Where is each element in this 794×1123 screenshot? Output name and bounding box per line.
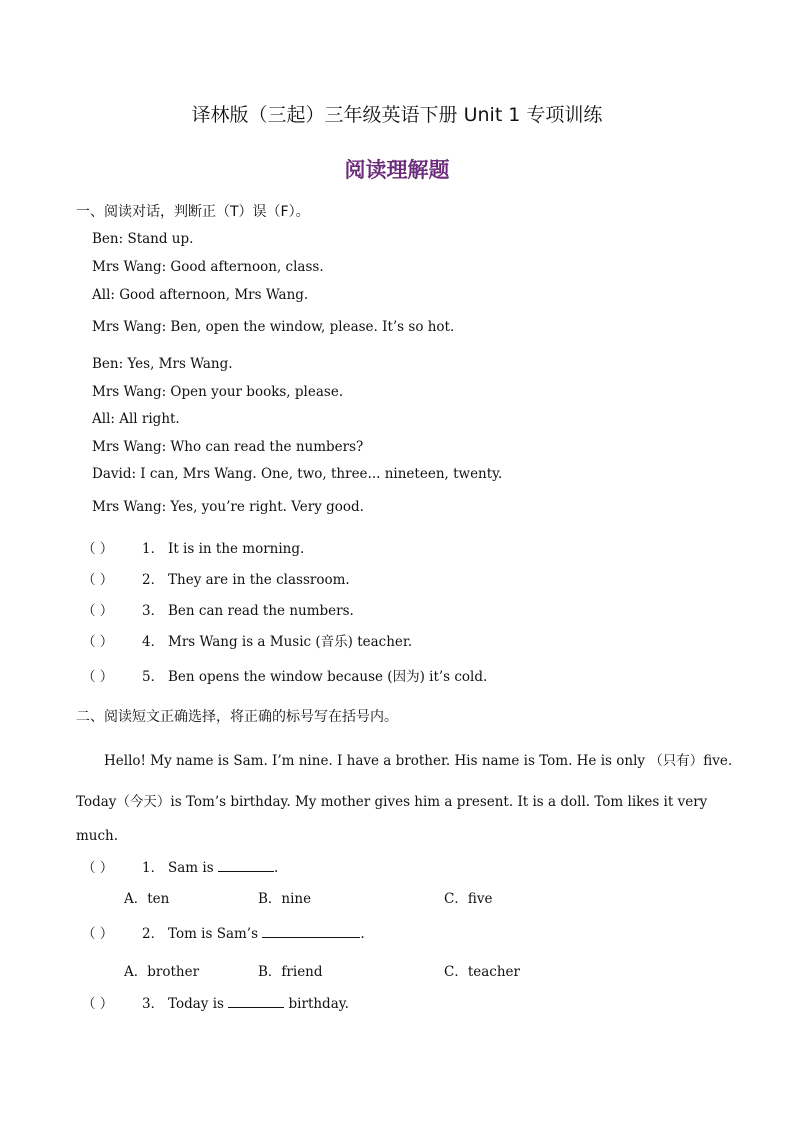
fill-blank[interactable] xyxy=(218,859,274,872)
tf-question-5 xyxy=(82,665,487,685)
dialogue-line: Ben: Yes, Mrs Wang. xyxy=(92,356,233,372)
option-c[interactable]: C．five xyxy=(444,891,493,907)
option-a[interactable]: A．ten xyxy=(124,891,170,907)
question-text: Today is xyxy=(168,996,229,1012)
question-number: 3． xyxy=(142,996,165,1012)
answer-paren[interactable]: （ ） xyxy=(82,541,114,557)
answer-paren[interactable]: （ ） xyxy=(82,926,114,942)
question-text-end: . xyxy=(273,860,279,876)
section2-heading: 二、阅读短文正确选择，将正确的标号写在括号内。 xyxy=(76,709,398,725)
tf-question-2 xyxy=(82,568,350,588)
question-text: Ben opens the window because (因为) it’s cold. xyxy=(168,669,488,685)
answer-paren[interactable]: （ ） xyxy=(82,603,114,619)
dialogue-line: Mrs Wang: Good afternoon, class. xyxy=(92,259,324,275)
question-number: 1． xyxy=(142,541,165,557)
question-number: 2． xyxy=(142,572,165,588)
question-text: It is in the morning. xyxy=(168,541,305,557)
mc-question-3 xyxy=(82,992,349,1012)
dialogue-line: Ben: Stand up. xyxy=(92,231,194,247)
question-text: Tom is Sam’s xyxy=(168,926,263,942)
question-text: Ben can read the numbers. xyxy=(168,603,354,619)
option-b[interactable]: B．friend xyxy=(258,964,323,980)
question-text: Sam is xyxy=(168,860,218,876)
question-number: 4． xyxy=(142,634,165,650)
answer-paren[interactable]: （ ） xyxy=(82,572,114,588)
passage-line: Hello! My name is Sam. I’m nine. I have a brother. His name is Tom. He is only （只有）five. xyxy=(104,753,733,769)
option-b[interactable]: B．nine xyxy=(258,891,312,907)
dialogue-line: Mrs Wang: Ben, open the window, please. It’s so hot. xyxy=(92,319,455,335)
question-text: Mrs Wang is a Music (音乐) teacher. xyxy=(168,634,413,650)
passage-line: much. xyxy=(76,828,119,844)
fill-blank[interactable] xyxy=(228,995,284,1008)
tf-question-4 xyxy=(82,630,412,650)
tf-question-3 xyxy=(82,599,354,619)
dialogue-line: All: All right. xyxy=(92,411,180,427)
question-text-end: birthday. xyxy=(284,996,349,1012)
question-text-end: . xyxy=(360,926,365,942)
question-number: 1． xyxy=(142,860,165,876)
dialogue-line: Mrs Wang: Who can read the numbers? xyxy=(92,439,364,455)
passage-line: Today（今天）is Tom’s birthday. My mother gives him a present. It is a doll. Tom likes it very xyxy=(76,794,708,810)
tf-question-1 xyxy=(82,537,304,557)
dialogue-line: David: I can, Mrs Wang. One, two, three... nineteen, twenty. xyxy=(92,466,503,482)
answer-paren[interactable]: （ ） xyxy=(82,860,114,876)
question-number: 3． xyxy=(142,603,165,619)
dialogue-line: All: Good afternoon, Mrs Wang. xyxy=(92,287,309,303)
option-a[interactable]: A．brother xyxy=(124,964,200,980)
option-c[interactable]: C．teacher xyxy=(444,964,520,980)
answer-paren[interactable]: （ ） xyxy=(82,669,114,685)
dialogue-line: Mrs Wang: Open your books, please. xyxy=(92,384,344,400)
question-number: 2． xyxy=(142,926,165,942)
answer-paren[interactable]: （ ） xyxy=(82,996,114,1012)
mc-question-2 xyxy=(82,922,365,942)
mc-question-1 xyxy=(82,856,278,876)
page-title: 译林版（三起）三年级英语下册 Unit 1 专项训练 xyxy=(191,104,603,126)
page-subtitle: 阅读理解题 xyxy=(344,158,450,182)
dialogue-line: Mrs Wang: Yes, you’re right. Very good. xyxy=(92,499,364,515)
section1-heading: 一、阅读对话，判断正（T）误（F）。 xyxy=(76,204,310,220)
answer-paren[interactable]: （ ） xyxy=(82,634,114,650)
fill-blank[interactable] xyxy=(262,925,360,938)
question-number: 5． xyxy=(142,669,165,685)
question-text: They are in the classroom. xyxy=(168,572,350,588)
